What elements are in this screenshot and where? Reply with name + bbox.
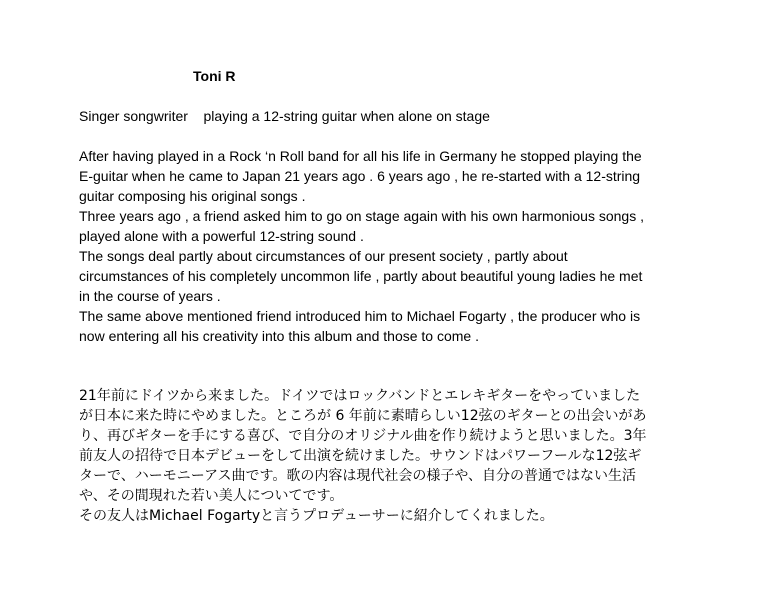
japanese-line: ターで、ハーモニーアス曲です。歌の内容は現代社会の様子や、自分の普通ではない生活 <box>79 468 637 484</box>
english-line: Three years ago , a friend asked him to go on stage again with his own harmonious songs , <box>79 208 644 224</box>
japanese-line: り、再びギターを手にする喜び、で自分のオリジナル曲を作り続けようと思いました。3年 <box>79 428 647 444</box>
document-subtitle: Singer songwriter playing a 12-string guitar when alone on stage <box>79 108 490 124</box>
english-line: in the course of years . <box>79 288 221 304</box>
english-line: played alone with a powerful 12-string sound . <box>79 228 364 244</box>
english-line: guitar composing his original songs . <box>79 188 306 204</box>
english-line: circumstances of his completely uncommon life , partly about beautiful young ladies he met <box>79 268 643 284</box>
japanese-line: が日本に来た時にやめました。ところが 6 年前に素晴らしい12弦のギターとの出会いがあ <box>79 408 647 424</box>
english-line: The same above mentioned friend introduced him to Michael Fogarty , the producer who is <box>79 308 641 324</box>
document-title: Toni R <box>193 68 236 84</box>
english-line: After having played in a Rock ‘n Roll band for all his life in Germany he stopped playing the <box>79 148 642 164</box>
japanese-line: 21年前にドイツから来ました。ドイツではロックバンドとエレキギターをやっていました <box>79 388 641 404</box>
english-description <box>79 146 699 346</box>
english-line: now entering all his creativity into this album and those to come . <box>79 328 479 344</box>
english-line: The songs deal partly about circumstances of our present society , partly about <box>79 248 568 264</box>
japanese-line: や、その間現れた若い美人についてです。 <box>79 488 344 504</box>
japanese-description <box>79 386 699 526</box>
japanese-line: 前友人の招待で日本デビューをして出演を続けました。サウンドはパワーフールな12弦ギ <box>79 448 642 464</box>
japanese-line: その友人はMichael Fogartyと言うプロデューサーに紹介してくれました。 <box>79 508 554 524</box>
english-line: E-guitar when he came to Japan 21 years ago . 6 years ago , he re-started with a 12-string <box>79 168 641 184</box>
